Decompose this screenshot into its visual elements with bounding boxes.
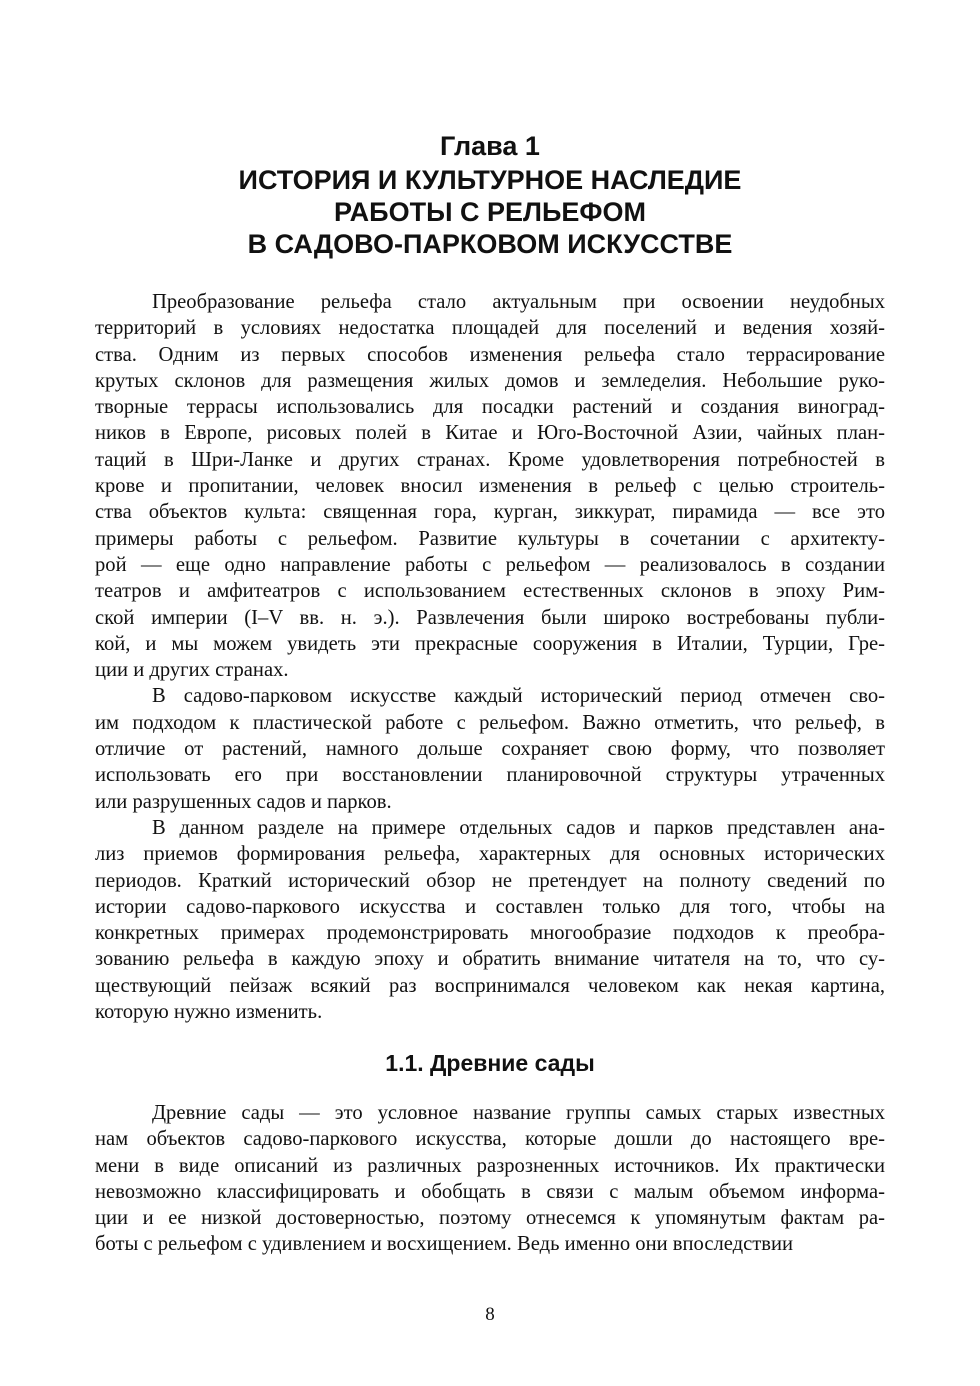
chapter-label: Глава 1 bbox=[440, 131, 540, 161]
paragraph bbox=[95, 815, 885, 1025]
text-line: творные террасы использовались для посадки растений и создания виноград- bbox=[95, 396, 885, 419]
text-line: периодов. Краткий исторический обзор не претендует на полноту сведений по bbox=[95, 869, 885, 892]
text-line: ции и ее низкой достоверностью, поэтому отнесемся к упомянутым фактам ра- bbox=[95, 1207, 885, 1230]
text-line: истории садово-паркового искусства и составлен только для того, чтобы на bbox=[95, 895, 885, 918]
text-line: крове и пропитании, человек вносил изменения в рельеф с целью строитель- bbox=[95, 475, 885, 498]
text-line: Преобразование рельефа стало актуальным при освоении неудобных bbox=[152, 291, 885, 313]
text-line: ников в Европе, рисовых полей в Китае и Юго-Восточной Азии, чайных план- bbox=[95, 422, 885, 445]
text-line: крутых склонов для размещения жилых домов и земледелия. Небольшие руко- bbox=[95, 369, 885, 392]
text-line: которую нужно изменить. bbox=[95, 1001, 323, 1024]
text-line: нам объектов садово-паркового искусства, которые дошли до настоящего вре- bbox=[95, 1128, 885, 1151]
chapter-title-line-1: ИСТОРИЯ И КУЛЬТУРНОЕ НАСЛЕДИЕ bbox=[238, 165, 742, 195]
text-line: рой — еще одно направление работы с рельефом — реализовалось в создании bbox=[95, 553, 885, 576]
section-text bbox=[95, 1100, 885, 1258]
text-line: отличие от растений, намного дольше сохраняет свою форму, что позволяет bbox=[95, 738, 885, 761]
text-line: ства. Одним из первых способов изменения рельефа стало террасирование bbox=[95, 343, 885, 366]
text-line: зованию рельефа в каждую эпоху и обратить внимание читателя на то, что су- bbox=[95, 948, 885, 971]
text-line: территорий в условиях недостатка площадей для поселений и ведения хозяй- bbox=[95, 317, 885, 340]
text-line: В садово-парковом искусстве каждый исторический период отмечен сво- bbox=[152, 685, 885, 708]
text-line: использовать его при восстановлении планировочной структуры утраченных bbox=[95, 764, 885, 787]
text-line: В данном разделе на примере отдельных садов и парков представлен ана- bbox=[152, 816, 885, 839]
paragraph bbox=[95, 289, 885, 683]
paragraph bbox=[95, 683, 885, 814]
text-line: кой, и мы можем увидеть эти прекрасные сооружения в Италии, Турции, Гре- bbox=[95, 632, 885, 655]
text-line: примеры работы с рельефом. Развитие культуры в сочетании с архитекту- bbox=[95, 527, 885, 550]
text-line: театров и амфитеатров с использованием естественных склонов в эпоху Рим- bbox=[95, 580, 885, 603]
text-line: ства объектов культа: священная гора, курган, зиккурат, пирамида — все это bbox=[95, 501, 885, 524]
text-line: лиз приемов формирования рельефа, характерных для основных исторических bbox=[95, 843, 885, 866]
text-line: Древние сады — это условное название группы самых старых известных bbox=[152, 1102, 885, 1124]
paragraph bbox=[95, 1100, 885, 1258]
text-line: или разрушенных садов и парков. bbox=[95, 790, 392, 813]
text-line: ции и других странах. bbox=[95, 659, 289, 682]
text-line: боты с рельефом с удивлением и восхищением. Ведь именно они впоследствии bbox=[95, 1233, 793, 1256]
section-heading: 1.1. Древние сады bbox=[385, 1050, 595, 1076]
text-line: ской империи (I–V вв. н. э.). Развлечения были широко востребованы публи- bbox=[95, 606, 885, 629]
chapter-header bbox=[95, 128, 885, 260]
text-line: невозможно классифицировать и обобщать в связи с малым объемом информа- bbox=[95, 1180, 885, 1203]
chapter-title-line-2: РАБОТЫ С РЕЛЬЕФОМ bbox=[334, 197, 646, 227]
text-line: им подходом к пластической работе с рельефом. Важно отметить, что рельеф, в bbox=[95, 711, 885, 734]
text-line: таций в Шри-Ланке и других странах. Кроме удовлетворения потребностей в bbox=[95, 448, 885, 471]
intro-text bbox=[95, 289, 885, 1025]
text-line: ществующий пейзаж всякий раз воспринимался человеком как некая картина, bbox=[95, 974, 885, 997]
page-number: 8 bbox=[485, 1304, 495, 1325]
text-line: мени в виде описаний из различных разрозненных источников. Их практически bbox=[95, 1154, 885, 1177]
text-line: конкретных примерах продемонстрировать многообразие подходов к преобра- bbox=[95, 922, 885, 945]
chapter-title-line-3: В САДОВО-ПАРКОВОМ ИСКУССТВЕ bbox=[247, 229, 733, 259]
